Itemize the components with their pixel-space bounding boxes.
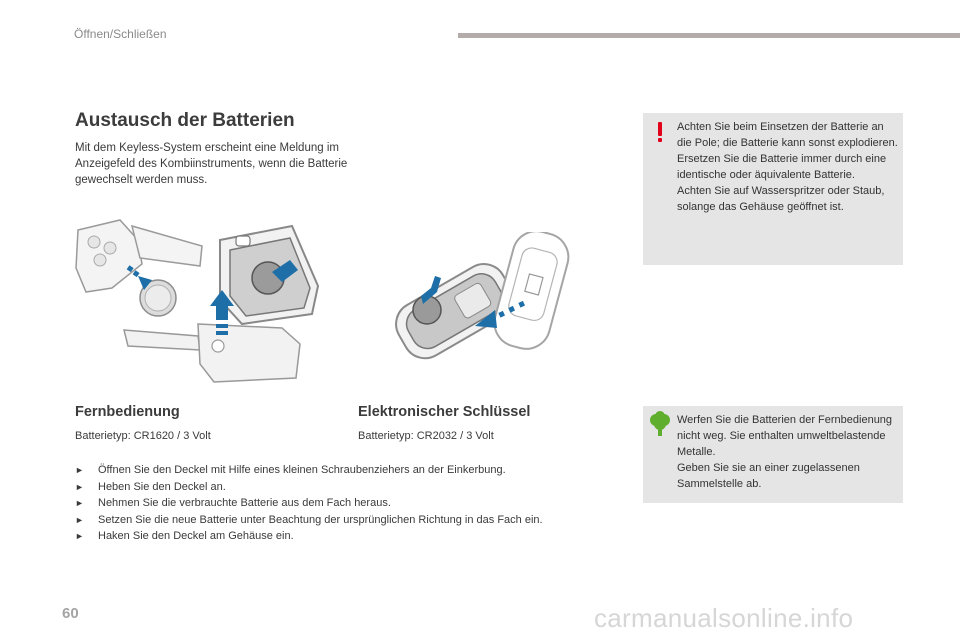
- header-bar: [458, 33, 960, 38]
- arrow-bullet-icon: ►: [75, 498, 84, 508]
- list-item: ► Nehmen Sie die verbrauchte Batterie aus dem Fach heraus.: [75, 495, 635, 512]
- list-item: ► Setzen Sie die neue Batterie unter Beachtung der ursprünglichen Richtung in das Fach ein.: [75, 512, 635, 529]
- warning-line-3: Achten Sie auf Wasserspritzer oder Staub, solange das Gehäuse geöffnet ist.: [677, 185, 885, 213]
- list-item: ► Heben Sie den Deckel an.: [75, 479, 635, 496]
- watermark: carmanualsonline.info: [594, 603, 854, 633]
- warning-line-2: Ersetzen Sie die Batterie immer durch eine identische oder äquivalente Batterie.: [677, 153, 887, 181]
- page-title: Austausch der Batterien: [75, 110, 295, 131]
- arrow-bullet-icon: ►: [75, 481, 84, 492]
- environment-box: [643, 406, 903, 503]
- warning-line-1: Achten Sie beim Einsetzen der Batterie an die Pole; die Batterie kann sonst explodieren.: [677, 121, 898, 149]
- section-header: Öffnen/Schließen: [74, 27, 167, 41]
- warning-box: [643, 113, 903, 265]
- arrow-bullet-icon: ►: [75, 514, 84, 525]
- list-item: ► Haken Sie den Deckel am Gehäuse ein.: [75, 528, 635, 545]
- arrow-bullet-icon: ►: [75, 465, 84, 475]
- page-number: 60: [62, 605, 79, 622]
- keyless-battery-type: Batterietyp: CR2032 / 3 Volt: [358, 430, 494, 442]
- exclamation-icon: [653, 121, 667, 143]
- tree-icon: [649, 411, 671, 437]
- environment-line-1: Werfen Sie die Batterien der Fernbedienung nicht weg. Sie enthalten umweltbelastende Metalle.: [677, 414, 893, 458]
- keyless-key-battery-illustration: [385, 232, 575, 380]
- environment-line-2: Geben Sie sie an einer zugelassenen Sammelstelle ab.: [677, 462, 860, 490]
- intro-text: Mit dem Keyless-System erscheint eine Meldung im Anzeigefeld des Kombiinstruments, wenn die Batterie gewechselt werden muss.: [75, 142, 348, 186]
- remote-battery-type: Batterietyp: CR1620 / 3 Volt: [75, 430, 211, 442]
- keyless-heading: Elektronischer Schlüssel: [358, 404, 531, 420]
- instruction-steps: [75, 462, 635, 545]
- list-item: ► Öffnen Sie den Deckel mit Hilfe eines kleinen Schraubenziehers an der Einkerbung.: [75, 462, 635, 479]
- remote-battery-illustration: [72, 218, 322, 383]
- arrow-bullet-icon: ►: [75, 531, 84, 541]
- remote-heading: Fernbedienung: [75, 404, 180, 420]
